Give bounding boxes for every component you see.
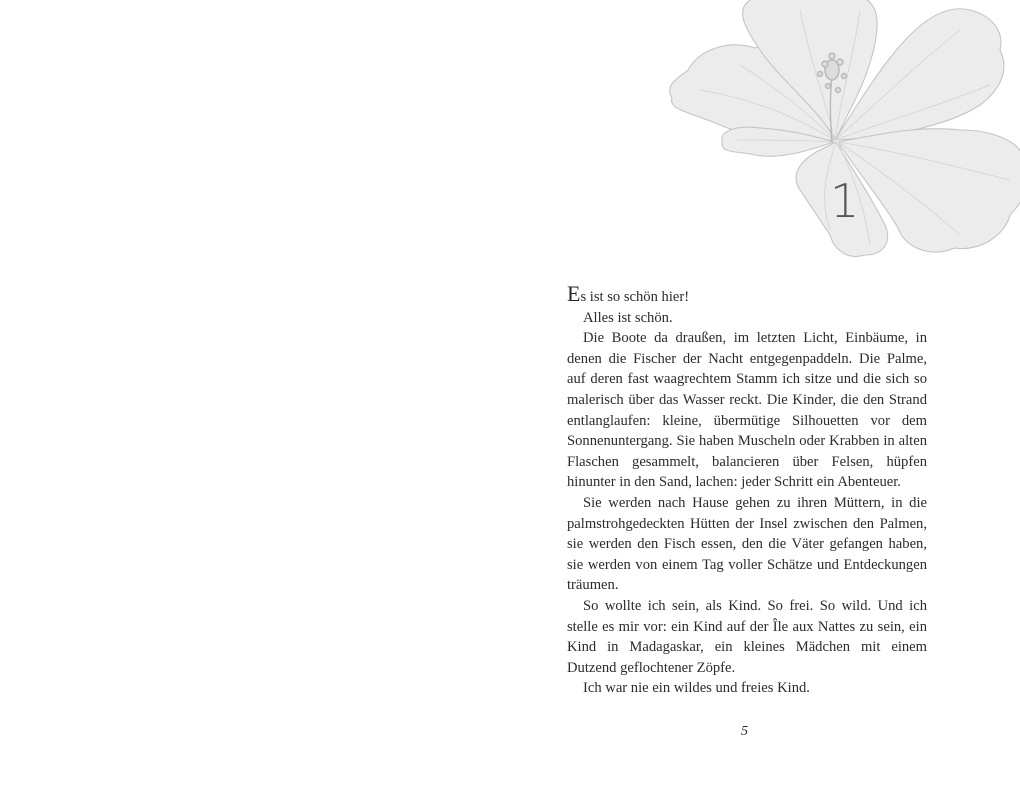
paragraph: So wollte ich sein, als Kind. So frei. So wild. Und ich stelle es mir vor: ein Kind auf der Île aux Nattes zu sein, ein Kind in Madagaskar, ein kleines Mädchen mit einem Dutzend geflochtener Zöpfe. bbox=[567, 597, 927, 676]
chapter-text bbox=[567, 281, 927, 699]
page-number: 5 bbox=[741, 724, 748, 739]
paragraph: Die Boote da draußen, im letzten Licht, Einbäume, in denen die Fischer der Nacht entgegenpaddeln. Die Palme, auf deren fast waagrechtem Stamm ich sitze und die sich so malerisch über das Wasser reckt. Die Kinder, die den Strand entlanglaufen: kleine, übermütige Silhouetten vor dem Sonnenuntergang. Sie haben Muscheln oder Krabben in alten Flaschen gesammelt, balancieren über Felsen, hüpfen hinunter in den Sand, lachen: jeder Schritt ein Abenteuer. bbox=[567, 330, 927, 491]
chapter-number: 1 bbox=[830, 174, 860, 228]
initial-letter: E bbox=[567, 281, 581, 306]
paragraph: Sie werden nach Hause gehen zu ihren Müttern, in die palmstrohgedeckten Hütten der Insel zwischen den Palmen, sie werden den Fisch essen, den die Väter gefangen haben, sie werden von einem Tag voller Schätze und Entdeckungen träumen. bbox=[567, 494, 927, 594]
paragraph: Alles ist schön. bbox=[583, 309, 673, 326]
paragraph: Ich war nie ein wildes und freies Kind. bbox=[583, 680, 810, 697]
opening-line: s ist so schön hier! bbox=[580, 289, 690, 305]
right-page bbox=[510, 0, 1020, 812]
paragraph-opening bbox=[567, 281, 927, 308]
